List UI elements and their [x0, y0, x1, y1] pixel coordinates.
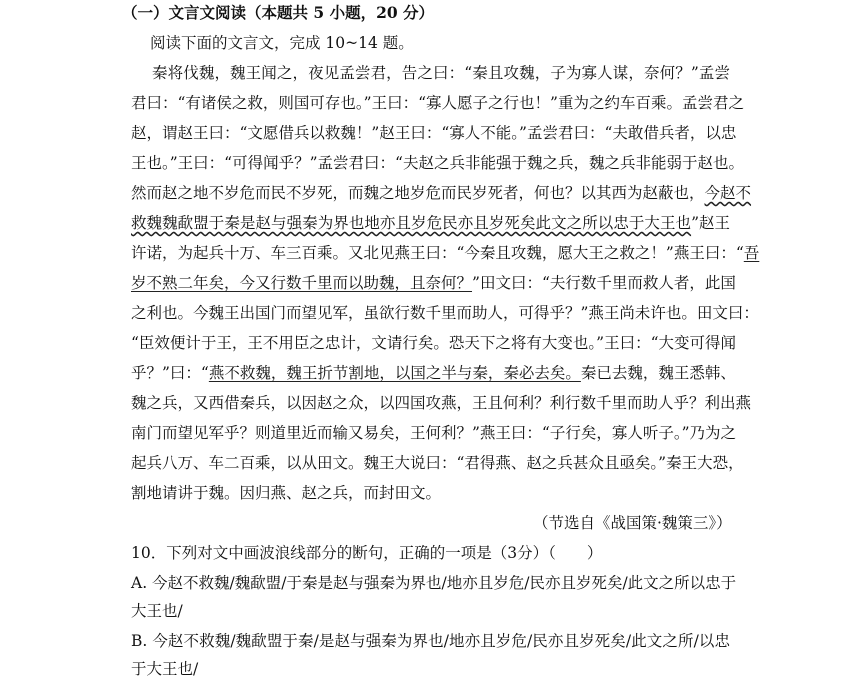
underline-start: 吾 [743, 244, 760, 262]
passage-line-3: 赵，谓赵王曰：“文愿借兵以救魏！”赵王曰：“寡人不能。”孟尝君曰：“夫敢借兵者，以忠 [131, 124, 737, 142]
passage-line-4: 王也。”王曰：“可得闻乎？”孟尝君曰：“夫赵之兵非能强于魏之兵，魏之兵非能弱于赵也。 [131, 154, 744, 172]
option-a-line-1: A. 今赵不救魏/魏歃盟/于秦是赵与强秦为界也/地亦且岁危/民亦且岁死矣/此文之所以忠于 [131, 574, 737, 592]
passage-line-5 [131, 182, 752, 204]
passage-line-10: “臣效便计于王，王不用臣之忠计，文请行矣。恐天下之将有大变也。”王曰：“大变可得闻 [131, 334, 737, 352]
passage-line-1: 秦将伐魏，魏王闻之，夜见孟尝君，告之曰：“秦且攻魏，子为寡人谋，奈何？”孟尝 [152, 64, 730, 82]
underlined-sentence-2: 燕不救魏，魏王折节割地，以国之半与秦，秦必去矣。 [208, 364, 581, 382]
passage-line-13: 南门而望见军乎？则道里近而输又易矣，王何利？”燕王曰：“子行矣，寡人听子。”乃为之 [131, 424, 737, 442]
passage-line-8 [131, 272, 736, 294]
instruction-text: 阅读下面的文言文，完成 10~14 题。 [150, 34, 414, 52]
passage-line-14: 起兵八万、车二百乘，以从田文。魏王大说曰：“君得燕、赵之兵甚众且亟矣。”秦王大恐， [131, 454, 744, 472]
question-10-stem: 10．下列对文中画波浪线部分的断句，正确的一项是（3分）（ ） [131, 544, 603, 562]
wavy-underline-start: 今赵不 [704, 184, 752, 202]
underlined-sentence-1: 岁不熟二年矣，今又行数千里而以助魏，且奈何？ [131, 274, 473, 292]
passage-line-11 [131, 362, 736, 384]
passage-line-12: 魏之兵，又西借秦兵，以因赵之众，以四国攻燕，王且何利？利行数千里而助人乎？利出燕 [131, 394, 752, 412]
source-citation: （节选自《战国策·魏策三》） [533, 514, 732, 532]
passage-line-2: 君曰：“有诸侯之救，则国可存也。”王曰：“寡人愿子之行也！”重为之约车百乘。孟尝君之 [131, 94, 744, 112]
passage-line-7 [131, 242, 760, 264]
section-heading: （一）文言文阅读（本题共 5 小题，20 分） [122, 3, 435, 22]
passage-line-15: 割地请讲于魏。因归燕、赵之兵，而封田文。 [131, 484, 442, 502]
option-a-line-2: 大王也/ [131, 602, 183, 620]
passage-line-8-tail: ”田文曰：“夫行数千里而救人者，此国 [472, 274, 736, 292]
passage-line-6-tail: ”赵王 [691, 214, 730, 232]
passage-line-5-text: 然而赵之地不岁危而民不岁死，而魏之地岁危而民岁死者，何也？以其西为赵蔽也， [131, 184, 705, 202]
passage-line-11-tail: 秦已去魏，魏王悉韩、 [580, 364, 736, 382]
passage-line-9: 之利也。今魏王出国门而望见军，虽欲行数千里而助人，可得乎？”燕王尚未许也。田文曰： [131, 304, 759, 322]
passage-line-11-head: 乎？”曰：“ [131, 364, 209, 382]
wavy-underline-passage: 救魏魏歃盟于秦是赵与强秦为界也地亦且岁危民亦且岁死矣此文之所以忠于大王也 [131, 214, 692, 232]
passage-line-7-text: 许诺，为起兵十万、车三百乘。又北见燕王曰：“今秦且攻魏，愿大王之救之！”燕王曰：“ [131, 244, 744, 262]
option-b-line-1: B. 今赵不救魏/魏歃盟于秦/是赵与强秦为界也/地亦且岁危/民亦且岁死矣/此文之所/以忠 [131, 632, 730, 650]
passage-line-6 [131, 212, 730, 234]
option-b-line-2: 于大王也/ [131, 660, 199, 678]
